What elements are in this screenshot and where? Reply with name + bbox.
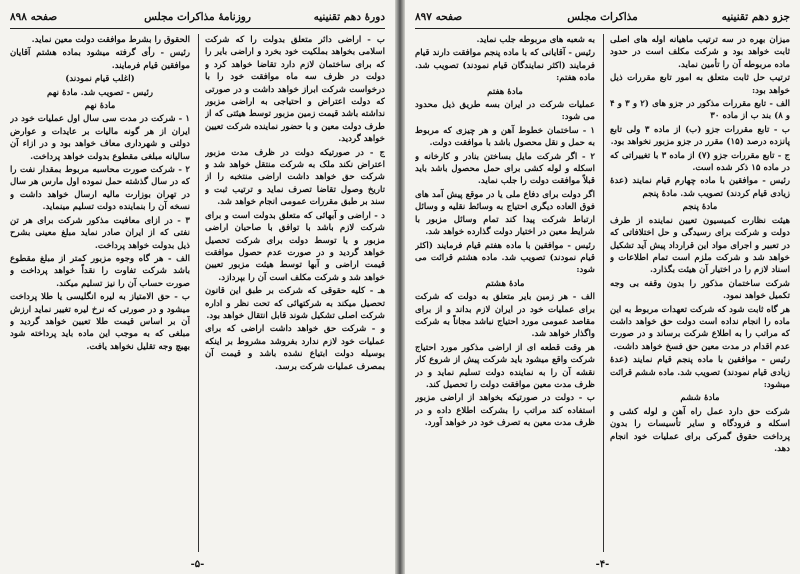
column-divider [603, 34, 604, 552]
paragraph: ۲ - اگر شرکت مایل بساختن بنادر و کارخانه و اسکله و لوله کشی برای حمل محصول باشد باید قبلاً موافقت دولت را جلب نماید. [415, 151, 595, 187]
paragraph: ب - اراضی دائر متعلق بدولت را که شرکت اسلامی بخواهد بملکیت خود بخرد و اراضی بایر را که برای ساختمان لازم دارد تقاضا خواهد کرد و دولت در ظرف سه ماه موافقت خود را با درخواست شرکت ابراز خواهد داشت و در صورتی که دولت اعتراض و احتیاجی به اراضی مزبور نداشته باشد قیمت زمین مزبور توسط هیئتی که از طرف دولت معین و با حضور نماینده شرکت تعیین خواهد گردید. [205, 35, 385, 145]
right-page [405, 0, 800, 574]
right-header-session: جزو دهم تقنینیه [721, 11, 790, 23]
paragraph: شرکت حق دارد عمل راه آهن و لوله کشی و اسکله و فرودگاه و سایر تأسیسات را بدون پرداخت حقوق گمرکی برای عملیات خود انجام دهد. [610, 406, 790, 454]
paragraph: ۱ - ساختمان خطوط آهن و هر چیزی که مربوط به حمل و نقل محصول باشد با موافقت دولت. [415, 125, 595, 149]
left-header-page-number: صفحه ۸۹۸ [10, 11, 58, 23]
right-page-footer-number: -۴- [595, 559, 610, 570]
left-page-right-column [205, 34, 385, 552]
paragraph: ترتیب حل ثابت متعلق به امور تابع مقررات ذیل خواهد بود: [610, 73, 790, 96]
paragraph: د - اراضی و آبهائی که متعلق بدولت است و برای شرکت لازم باشد با توافق با صاحبان اراضی مزبور و یا توسط دولت برای شرکت تحصیل خواهد گردید و در صورت عدم حصول موافقت قیمت اراضی و آبها توسط هیئت مزبور تعیین خواهد شد و شرکت مکلف است آن را بپردازد. [205, 210, 385, 283]
left-header-title: روزنامهٔ مذاکرات مجلس [144, 11, 251, 23]
paragraph: الف - هر گاه وجوه مزبور کمتر از مبلغ مقطوع باشد شرکت تفاوت را نقداً خواهد پرداخت و صورت حساب آن را نیز تسلیم میکند. [10, 253, 190, 289]
paragraph: ۲ - شرکت صورت محاسبه مربوط بمقدار نفت را که در سال گذشته حمل نموده اول مارس هر سال در تهران بوزارت مالیه ارسال خواهد داشت و نسخه آن را بنماینده دولت تسلیم مینماید. [10, 165, 190, 213]
paragraph: ج - در صورتیکه دولت در ظرف مدت مزبور اعتراض نکند ملک به شرکت منتقل خواهد شد و شرکت حق خواهد داشت اراضی منتخبه را از تاریخ وصول تقاضا تصرف نماید و ترتیب ثبت و سند بر طبق مقررات عمومی انجام خواهد شد. [205, 147, 385, 208]
paragraph: شرکت ساختمان مذکور را بدون وقفه بی وجه تکمیل خواهد نمود. [610, 278, 790, 302]
right-page-header [415, 6, 790, 29]
left-page-header [10, 6, 385, 29]
right-header-page-number: صفحه ۸۹۷ [415, 11, 463, 23]
paragraph: الحقوق را بشرط موافقت دولت معین نماید. [31, 35, 190, 45]
paragraph: ج - تابع مقررات جزو (۷) از ماده ۳ با تغییراتی که در ماده ۱۵ ذکر شده است. [610, 150, 790, 174]
right-page-right-column [610, 34, 790, 552]
paragraph: هر وقت قطعه ای از اراضی مذکور مورد احتیاج شرکت واقع میشود باید شرکت پیش از شروع کار نقشه آن را به نماینده دولت تسلیم نماید و در ظرف مدت معین موافقت دولت را تحصیل کند. [415, 342, 595, 390]
paragraph: (اغلب قیام نمودند) [65, 74, 135, 85]
paragraph: و - شرکت حق خواهد داشت اراضی که برای عملیات خود لازم ندارد بفروشد مشروط بر اینکه بوسیله دولت ابتیاع نشده باشد و قیمت آن بمصرف عملیات شرکت برسد. [205, 324, 385, 372]
left-page [0, 0, 395, 574]
paragraph: ب - دولت در صورتیکه بخواهد از اراضی مزبور استفاده کند مراتب را بشرکت اطلاع داده و در ظرف مدت معین به تصرف خود در خواهد آورد. [415, 393, 595, 429]
paragraph: رئیس - تصویب شد. مادهٔ نهم [46, 87, 154, 98]
left-page-columns [10, 34, 385, 552]
paragraph: میزان بهره در سه ترتیب ماهیانه اوله های اصلی ثابت خواهد بود و شرکت مکلف است در حدود ماده مربوطه آن را تأمین نماید. [610, 35, 790, 70]
paragraph: رئیس - رأی گرفته میشود بماده هشتم آقایان موافقین قیام فرمایند. [10, 48, 190, 71]
paragraph: رئیس - آقایانی که با ماده پنجم موافقت دارند قیام فرمایند (اکثر نمایندگان قیام نمودند) تصویب شد. ماده هفتم: [415, 48, 595, 84]
paragraph: به شعبه های مربوطه جلب نماید. [476, 35, 595, 45]
paragraph: مادهٔ نهم [84, 101, 116, 112]
paragraph: مادهٔ هشتم [485, 278, 525, 289]
paragraph: اگر دولت برای دفاع ملی یا در موقع پیش آمد های فوق العاده دیگری احتیاج به وسائط نقلیه و وسائل ارتباط شرکت پیدا کند تمام وسائل مزبور با شرایط معین در اختیار دولت گذارده خواهد شد. [415, 189, 595, 238]
left-page-left-column [10, 34, 190, 552]
paragraph: رئیس - موافقین با ماده پنجم قیام نمایند (عدهٔ زیادی قیام نمودند) تصویب شد. ماده ششم قرائت میشود: [610, 355, 790, 390]
paragraph: عملیات شرکت در ایران بسه طریق ذیل محدود می شود: [415, 100, 595, 123]
right-header-title: مذاکرات مجلس [567, 11, 638, 23]
right-page-left-column [415, 34, 595, 552]
paragraph: الف - تابع مقررات مذکور در جزو های (۲ و ۳ و ۴ و ۸) بند ب از ماده ۳۰ [610, 99, 790, 122]
paragraph: رئیس - موافقین با ماده چهارم قیام نمایند (عدهٔ زیادی قیام کردند) تصویب شد. مادهٔ پنجم [610, 176, 790, 199]
paragraph: ب - تابع مقررات جزو (ب) از ماده ۳ ولی تابع پانزده درصد (۱۵) مقرر در جزو مزبور نخواهد بود. [610, 124, 790, 148]
paragraph: هر گاه ثابت شود که شرکت تعهدات مربوط به این ماده را انجام نداده است دولت حق خواهد داشت که مراتب را به اطلاع شرکت برساند و در صورت عدم اقدام در مدت معین حق فسخ خواهد داشت. [610, 304, 790, 352]
paragraph: مادهٔ پنجم [682, 202, 718, 213]
paragraph: ۳ - در ازای معافیت مذکور شرکت برای هر تن نفتی که از ایران صادر نماید مبلغ معینی بشرح ذیل بدولت خواهد پرداخت. [10, 215, 190, 251]
paragraph: ب - حق الامتیاز به لیره انگلیسی یا طلا پرداخت میشود و در صورتی که نرخ لیره تغییر نماید ارزش آن بر اساس قیمت طلا تعیین خواهد گردید و مبلغی که به موجب این ماده باید پرداخته شود بهیچ وجه تقلیل نخواهد یافت. [10, 292, 190, 352]
left-page-footer-number: -۵- [190, 559, 205, 570]
column-divider [198, 34, 199, 552]
book-gutter [395, 0, 405, 574]
paragraph: هـ - کلیه حقوقی که شرکت بر طبق این قانون تحصیل میکند به شرکتهائی که تحت نظر و اداره شرکت اصلی تشکیل شوند قابل انتقال خواهد بود. [205, 286, 385, 321]
paragraph: ۱ - شرکت در مدت سی سال اول عملیات خود در ایران از هر گونه مالیات بر عایدات و عوارض دولتی و شهرداری معاف خواهد بود و در ازاء آن سالیانه مبلغی مقطوع بدولت خواهد پرداخت. [10, 114, 190, 162]
left-header-session: دورهٔ دهم تقنینیه [313, 11, 385, 23]
paragraph: مادهٔ ششم [680, 393, 720, 404]
right-page-columns [415, 34, 790, 552]
paragraph: رئیس - موافقین با ماده هفتم قیام فرمایند (اکثر قیام نمودند) تصویب شد. ماده هشتم قرائت می شود: [415, 240, 595, 276]
paragraph: مادهٔ هفتم [487, 86, 523, 97]
paragraph: هیئت نظارت کمیسیون تعیین نماینده از طرف دولت و شرکت برای رسیدگی و حل اختلافاتی که در تعبیر و اجرای مواد این قرارداد پیش آید تشکیل خواهد شد و شرکت ملزم است تمام اطلاعات و اسناد لازم را در اختیار آن هیئت بگذارد. [610, 215, 790, 276]
paragraph: الف - هر زمین بایر متعلق به دولت که شرکت برای عملیات خود در ایران لازم بداند و از برای مقاصد عمومی مورد احتیاج نباشد مجاناً به شرکت واگذار خواهد شد. [415, 292, 595, 340]
